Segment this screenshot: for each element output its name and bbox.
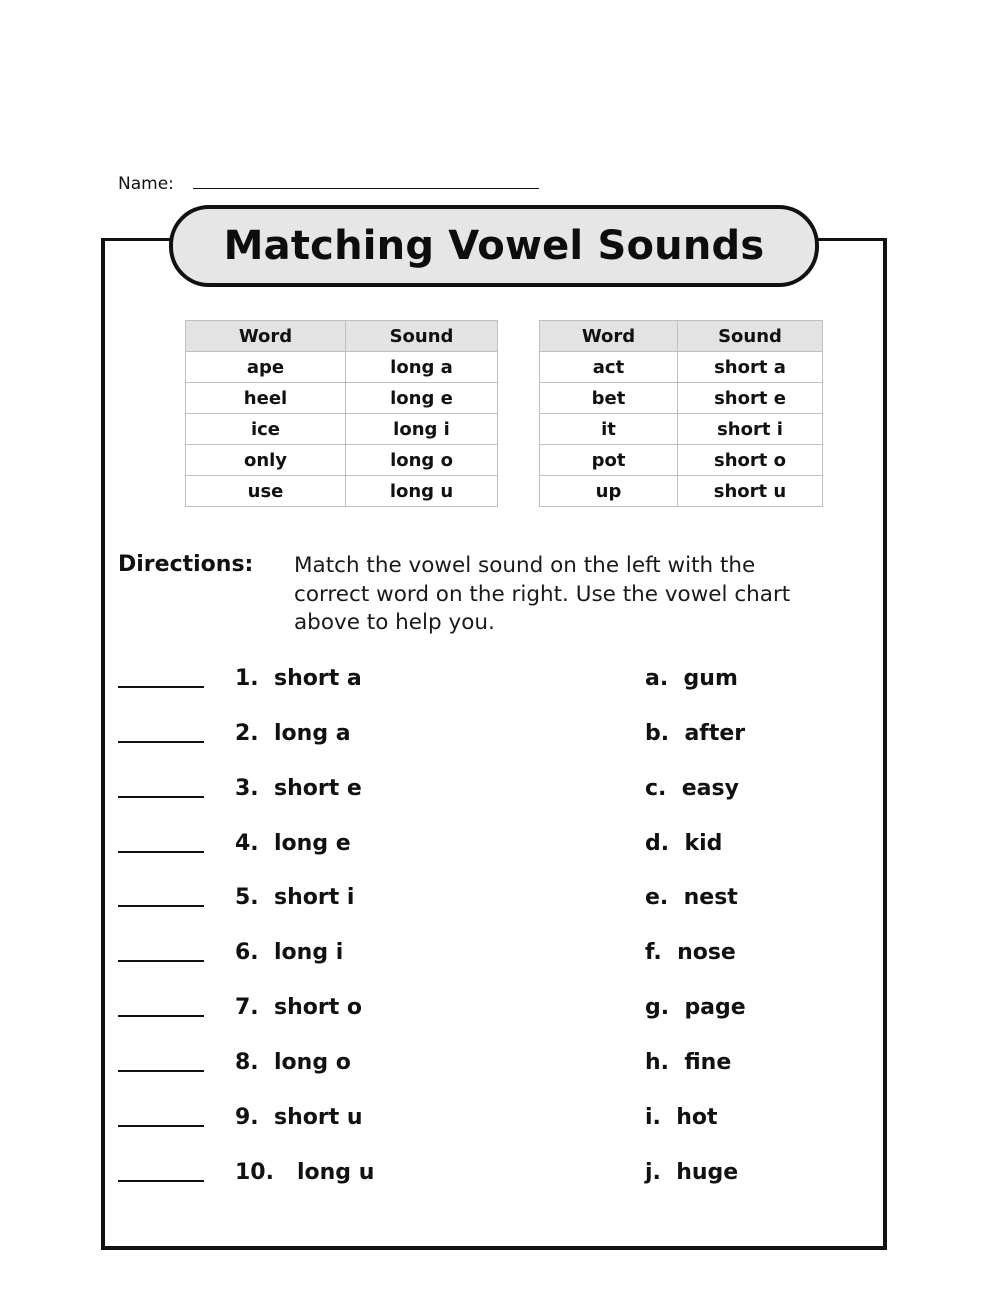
word-cell: heel bbox=[186, 383, 346, 414]
name-blank-line[interactable] bbox=[193, 174, 539, 189]
name-field-row bbox=[118, 174, 539, 194]
table-row bbox=[186, 476, 498, 507]
question-label: 10. long u bbox=[235, 1160, 375, 1185]
table-row bbox=[186, 352, 498, 383]
answer-option: h. fine bbox=[645, 1050, 732, 1075]
answer-blank[interactable] bbox=[118, 686, 204, 688]
table-header-row bbox=[540, 321, 823, 352]
sound-cell: long e bbox=[346, 383, 498, 414]
question-label: 7. short o bbox=[235, 995, 363, 1020]
table-row bbox=[540, 476, 823, 507]
answer-blank[interactable] bbox=[118, 1015, 204, 1017]
question-label: 6. long i bbox=[235, 940, 344, 965]
sound-cell: long i bbox=[346, 414, 498, 445]
short-vowel-table bbox=[539, 320, 823, 507]
word-cell: up bbox=[540, 476, 678, 507]
column-header-sound: Sound bbox=[678, 321, 823, 352]
answer-blank[interactable] bbox=[118, 960, 204, 962]
word-cell: it bbox=[540, 414, 678, 445]
word-cell: ape bbox=[186, 352, 346, 383]
answer-blank[interactable] bbox=[118, 1180, 204, 1182]
page-title: Matching Vowel Sounds bbox=[223, 223, 765, 269]
answer-option: c. easy bbox=[645, 776, 739, 801]
answer-blank[interactable] bbox=[118, 851, 204, 853]
answer-blank[interactable] bbox=[118, 905, 204, 907]
word-cell: ice bbox=[186, 414, 346, 445]
table-row bbox=[186, 414, 498, 445]
table-row bbox=[540, 414, 823, 445]
table-row bbox=[540, 445, 823, 476]
word-cell: use bbox=[186, 476, 346, 507]
sound-cell: short o bbox=[678, 445, 823, 476]
table-row bbox=[186, 445, 498, 476]
name-label: Name: bbox=[118, 174, 174, 194]
long-vowel-table bbox=[185, 320, 498, 507]
directions-text: Match the vowel sound on the left with the correct word on the right. Use the vowel chart above to help you. bbox=[294, 553, 791, 635]
answer-option: a. gum bbox=[645, 666, 738, 691]
word-cell: act bbox=[540, 352, 678, 383]
question-label: 9. short u bbox=[235, 1105, 363, 1130]
answer-option: g. page bbox=[645, 995, 746, 1020]
directions-label: Directions: bbox=[118, 552, 254, 577]
table-header-row bbox=[186, 321, 498, 352]
sound-cell: short e bbox=[678, 383, 823, 414]
column-header-word: Word bbox=[186, 321, 346, 352]
title-banner bbox=[169, 205, 819, 287]
sound-cell: short u bbox=[678, 476, 823, 507]
answer-blank[interactable] bbox=[118, 1125, 204, 1127]
sound-cell: short a bbox=[678, 352, 823, 383]
sound-cell: short i bbox=[678, 414, 823, 445]
question-label: 3. short e bbox=[235, 776, 362, 801]
answer-blank[interactable] bbox=[118, 741, 204, 743]
answer-option: j. huge bbox=[645, 1160, 739, 1185]
table-row bbox=[540, 352, 823, 383]
table-row bbox=[186, 383, 498, 414]
sound-cell: long a bbox=[346, 352, 498, 383]
question-label: 5. short i bbox=[235, 885, 355, 910]
word-cell: only bbox=[186, 445, 346, 476]
answer-option: b. after bbox=[645, 721, 746, 746]
answer-option: i. hot bbox=[645, 1105, 718, 1130]
question-label: 8. long o bbox=[235, 1050, 351, 1075]
word-cell: pot bbox=[540, 445, 678, 476]
table-row bbox=[540, 383, 823, 414]
word-cell: bet bbox=[540, 383, 678, 414]
sound-cell: long u bbox=[346, 476, 498, 507]
question-label: 4. long e bbox=[235, 831, 351, 856]
question-label: 1. short a bbox=[235, 666, 362, 691]
column-header-word: Word bbox=[540, 321, 678, 352]
question-label: 2. long a bbox=[235, 721, 351, 746]
answer-option: d. kid bbox=[645, 831, 723, 856]
answer-blank[interactable] bbox=[118, 1070, 204, 1072]
column-header-sound: Sound bbox=[346, 321, 498, 352]
answer-blank[interactable] bbox=[118, 796, 204, 798]
answer-option: e. nest bbox=[645, 885, 738, 910]
sound-cell: long o bbox=[346, 445, 498, 476]
answer-option: f. nose bbox=[645, 940, 736, 965]
